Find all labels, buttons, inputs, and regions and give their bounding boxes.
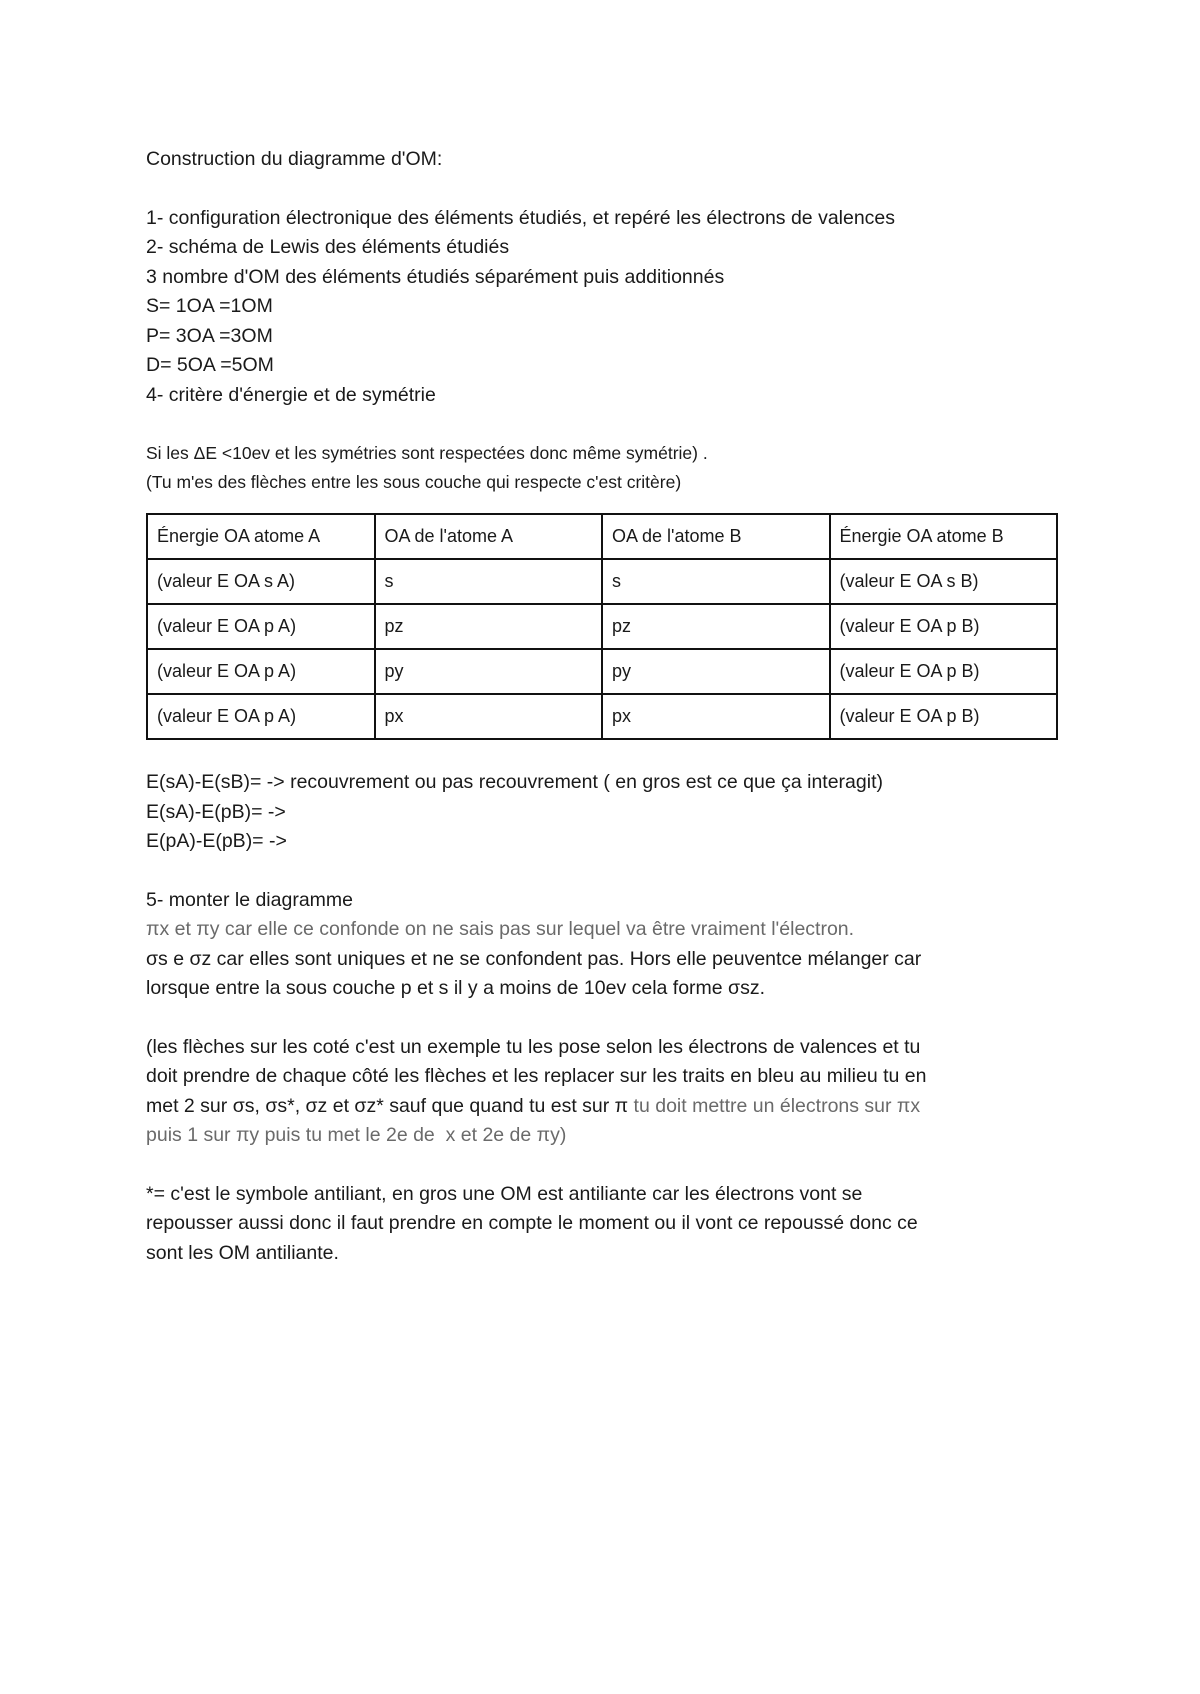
table-cell: (valeur E OA p A) — [147, 649, 375, 694]
table-cell: pz — [602, 604, 830, 649]
step-line: D= 5OA =5OM — [146, 354, 274, 376]
criteria-line: Si les ΔE <10ev et les symétries sont respectées donc même symétrie) . — [146, 443, 708, 463]
table-cell: pz — [375, 604, 603, 649]
arrows-note-segment: tu doit mettre un électrons sur πx — [628, 1094, 921, 1117]
step-line: S= 1OA =1OM — [146, 295, 273, 317]
table-cell: (valeur E OA p A) — [147, 604, 375, 649]
table-header-row — [147, 514, 1057, 559]
antibonding-note-line: repousser aussi donc il faut prendre en compte le moment ou il vont ce repoussé donc ce — [146, 1212, 918, 1234]
arrows-note-segment: met 2 sur σs, σs*, σz et σz* sauf que quand tu est sur π — [146, 1094, 629, 1117]
step5-heading: 5- monter le diagramme — [146, 888, 353, 911]
table-cell: px — [375, 694, 603, 739]
table-row — [147, 559, 1057, 604]
document-title: Construction du diagramme d'OM: — [146, 148, 443, 170]
table-header-cell: OA de l'atome A — [375, 514, 603, 559]
table-cell: (valeur E OA s B) — [830, 559, 1058, 604]
table-cell: (valeur E OA p B) — [830, 694, 1058, 739]
step-line: 3 nombre d'OM des éléments étudiés séparément puis additionnés — [146, 265, 725, 288]
antibonding-note-line: *= c'est le symbole antiliant, en gros une OM est antiliante car les électrons vont se — [146, 1182, 863, 1205]
table-header-cell: Énergie OA atome A — [147, 514, 375, 559]
antibonding-note-line: sont les OM antiliante. — [146, 1241, 339, 1264]
step5-line: σs e σz car elles sont uniques et ne se confondent pas. Hors elle peuventce mélanger car — [146, 947, 922, 970]
criteria-line: (Tu m'es des flèches entre les sous couche qui respecte c'est critère) — [146, 472, 682, 492]
document-page — [146, 145, 1066, 1268]
step5-line: πx et πy car elle ce confonde on ne sais pas sur lequel va être vraiment l'électron. — [146, 918, 855, 940]
table-cell: s — [375, 559, 603, 604]
arrows-note-line: (les flèches sur les coté c'est un exemple tu les pose selon les électrons de valences et tu — [146, 1035, 921, 1058]
arrows-note-line — [146, 1092, 1066, 1122]
table-header-cell: OA de l'atome B — [602, 514, 830, 559]
table-header-cell: Énergie OA atome B — [830, 514, 1058, 559]
energy-line: E(sA)-E(pB)= -> — [146, 800, 286, 823]
table-cell: (valeur E OA s A) — [147, 559, 375, 604]
table-cell: px — [602, 694, 830, 739]
table-cell: (valeur E OA p A) — [147, 694, 375, 739]
table-cell: (valeur E OA p B) — [830, 604, 1058, 649]
table-row — [147, 649, 1057, 694]
step5-line: lorsque entre la sous couche p et s il y a moins de 10ev cela forme σsz. — [146, 977, 766, 999]
arrows-note-line: puis 1 sur πy puis tu met le 2e de x et 2e de πy) — [146, 1124, 567, 1146]
table-row — [147, 604, 1057, 649]
step-line: 4- critère d'énergie et de symétrie — [146, 383, 436, 406]
arrows-note-line: doit prendre de chaque côté les flèches et les replacer sur les traits en bleu au milieu tu en — [146, 1065, 927, 1087]
step-line: 2- schéma de Lewis des éléments étudiés — [146, 236, 510, 258]
table-cell: py — [602, 649, 830, 694]
table-cell: py — [375, 649, 603, 694]
energy-line: E(pA)-E(pB)= -> — [146, 830, 287, 852]
step-line: 1- configuration électronique des éléments étudiés, et repéré les électrons de valences — [146, 206, 896, 229]
step-line: P= 3OA =3OM — [146, 324, 273, 347]
table-row — [147, 694, 1057, 739]
energy-line: E(sA)-E(sB)= -> recouvrement ou pas recouvrement ( en gros est ce que ça interagit) — [146, 771, 883, 793]
table-cell: (valeur E OA p B) — [830, 649, 1058, 694]
orbital-table — [146, 513, 1066, 740]
table-cell: s — [602, 559, 830, 604]
